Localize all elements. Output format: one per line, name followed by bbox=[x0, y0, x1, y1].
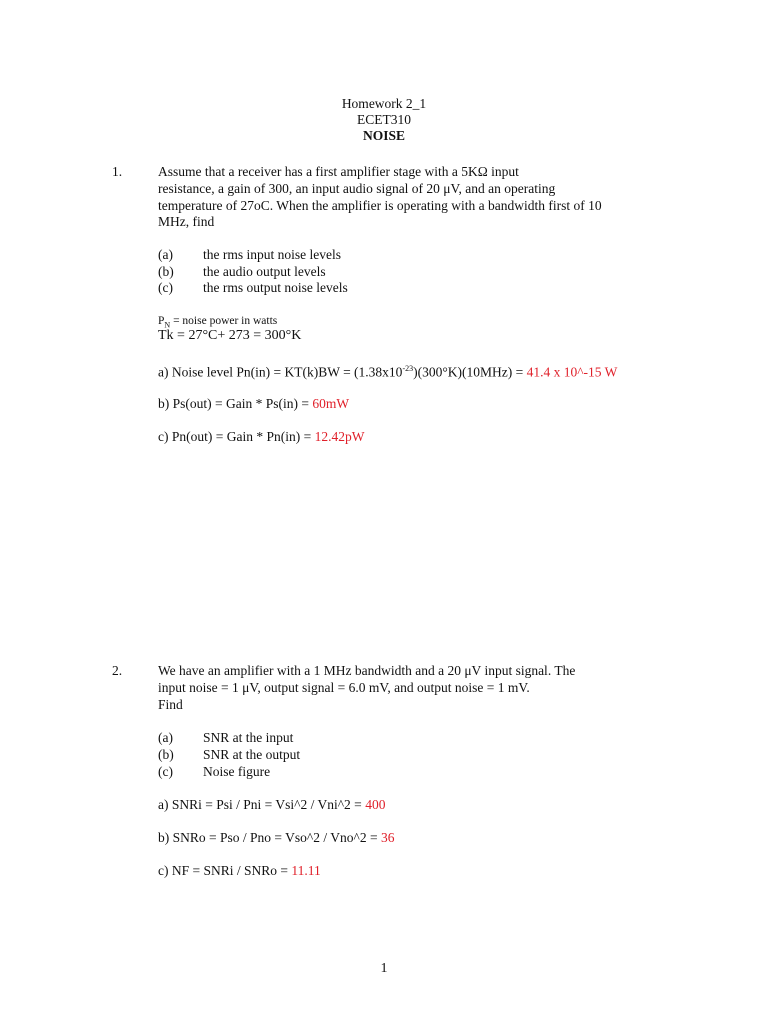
part-text: the audio output levels bbox=[203, 264, 326, 279]
answer-2a: a) SNRi = Psi / Pni = Vsi^2 / Vni^2 = 400 bbox=[158, 797, 386, 812]
part-text: Noise figure bbox=[203, 764, 271, 779]
problem-2-number: 2. bbox=[112, 663, 123, 678]
part-text: the rms input noise levels bbox=[203, 247, 341, 262]
homework-title: Homework 2_1 bbox=[341, 96, 427, 111]
part-text: SNR at the output bbox=[203, 747, 301, 762]
problem-1-statement-line: resistance, a gain of 300, an input audio signal of 20 μV, and an operating bbox=[158, 181, 556, 196]
problem-1-statement-line: Assume that a receiver has a first amplifier stage with a 5KΩ input bbox=[158, 164, 519, 179]
answer-result: 60mW bbox=[312, 396, 350, 411]
answer-1a: a) Noise level $Pn(in) = KT(k)BW = (1.38x10^{-23})(300^\circ K)(10MHz) = 41.4$ x 10^-15 W bbox=[158, 364, 618, 380]
answer-1b: b) Ps(out) = Gain * Ps(in) = 60mW bbox=[158, 396, 350, 411]
kelvin-conversion: Tk = 27°C+ 273 = 300°K bbox=[158, 328, 302, 343]
part-text: the rms output noise levels bbox=[203, 280, 348, 295]
answer-2c: c) NF = SNRi / SNRo = 11.11 bbox=[158, 863, 321, 878]
answer-result: 12.42pW bbox=[314, 429, 365, 444]
answer-result: 41.4 x 10^-15 W bbox=[526, 364, 618, 380]
part-text: SNR at the input bbox=[203, 730, 294, 745]
answer-result: 36 bbox=[380, 830, 395, 845]
part-label: (c) bbox=[158, 280, 173, 295]
answer-1c: c) Pn(out) = Gain * Pn(in) = 12.42pW bbox=[158, 429, 365, 444]
part-label: (b) bbox=[158, 747, 174, 762]
problem-1-number: 1. bbox=[112, 164, 123, 179]
answer-2b: b) SNRo = Pso / Pno = Vso^2 / Vno^2 = 36 bbox=[158, 830, 395, 845]
problem-2-statement-line: We have an amplifier with a 1 MHz bandwidth and a 20 μV input signal. The bbox=[158, 663, 576, 678]
noise-power-note: $P_N$ = noise power in watts bbox=[158, 315, 278, 330]
topic-title: NOISE bbox=[362, 128, 406, 143]
part-label: (b) bbox=[158, 264, 174, 279]
part-label: (a) bbox=[158, 730, 173, 745]
answer-result: 400 bbox=[365, 797, 386, 812]
problem-2-statement-line: input noise = 1 μV, output signal = 6.0 mV, and output noise = 1 mV. bbox=[158, 680, 530, 695]
problem-1-statement-line: MHz, find bbox=[158, 214, 215, 229]
problem-2-statement-line: Find bbox=[158, 697, 183, 712]
course-code: ECET310 bbox=[357, 112, 411, 127]
answer-result: 11.11 bbox=[291, 863, 321, 878]
page-number: 1 bbox=[380, 961, 388, 976]
part-label: (a) bbox=[158, 247, 173, 262]
problem-1-statement-line: temperature of 27oC. When the amplifier is operating with a bandwidth first of 10 bbox=[158, 198, 602, 213]
part-label: (c) bbox=[158, 764, 173, 779]
